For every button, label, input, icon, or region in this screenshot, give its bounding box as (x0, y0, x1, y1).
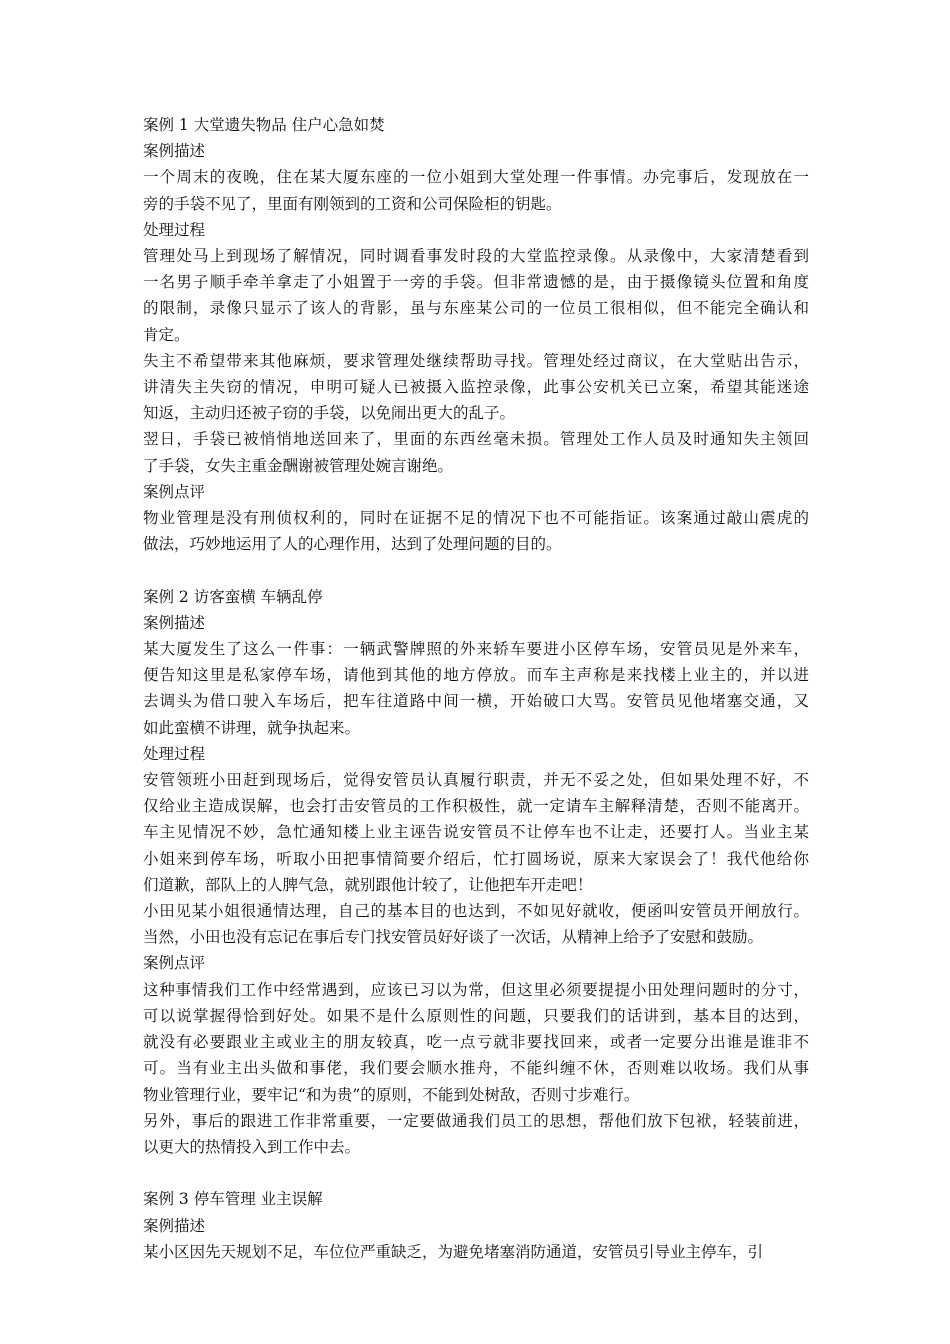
case-separator (143, 1160, 809, 1186)
paragraph-line: 便告知这里是私家停车场，请他到其他的地方停放。而车主声称是来找楼上业主的，并以进 (143, 666, 809, 685)
section-heading: 处理过程 (143, 220, 206, 239)
paragraph-line: 这种事情我们工作中经常遇到，应该已习以为常，但这里必须要提提小田处理问题时的分寸， (143, 980, 809, 999)
paragraph-line: 去调头为借口驶入车场后，把车往道路中间一横，开始破口大骂。安管员见他堵塞交通，又 (143, 692, 809, 711)
paragraph-line: 当然，小田也没有忘记在事后专门找安管员好好谈了一次话，从精神上给予了安慰和鼓励。 (143, 928, 764, 947)
paragraph-line: 仅给业主造成误解，也会打击安管员的工作积极性，就一定请车主解释清楚，否则不能离开。 (143, 797, 809, 816)
paragraph-line: 另外，事后的跟进工作非常重要，一定要做通我们员工的思想，帮他们放下包袱，轻装前进， (143, 1111, 809, 1130)
paragraph-line: 一名男子顺手牵羊拿走了小姐置于一旁的手袋。但非常遗憾的是，由于摄像镜头位置和角度 (143, 273, 809, 292)
paragraph-line: 一个周末的夜晚，住在某大厦东座的一位小姐到大堂处理一件事情。办完事后，发现放在一 (143, 168, 809, 187)
paragraph-line: 物业管理行业，要牢记“和为贵”的原则，不能到处树敌，否则寸步难行。 (143, 1085, 640, 1104)
paragraph-line: 可以说掌握得恰到好处。如果不是什么原则性的问题，只要我们的话讲到，基本目的达到， (143, 1006, 809, 1025)
paragraph-line: 讲清失主失窃的情况，申明可疑人已被摄入监控录像，此事公安机关已立案，希望其能迷途 (143, 378, 809, 397)
paragraph-line: 如此蛮横不讲理，就争执起来。 (143, 718, 361, 737)
paragraph-line: 管理处马上到现场了解情况，同时调看事发时段的大堂监控录像。从录像中，大家清楚看到 (143, 247, 809, 266)
paragraph-line: 某小区因先天规划不足，车位位严重缺乏，为避免堵塞消防通道，安管员引导业主停车，引 (143, 1242, 764, 1261)
case-title: 案例 3 停车管理 业主误解 (143, 1190, 323, 1209)
paragraph-line: 旁的手袋不见了，里面有刚领到的工资和公司保险柜的钥匙。 (143, 194, 562, 213)
paragraph-line: 就没有必要跟业主或业主的朋友较真，吃一点亏就非要找回来，或者一定要分出谁是谁非不 (143, 1033, 809, 1052)
case-separator (143, 557, 809, 583)
section-heading: 案例描述 (143, 1216, 206, 1235)
section-heading: 处理过程 (143, 744, 206, 763)
paragraph-line: 小田见某小姐很通情达理，自己的基本目的也达到，不如见好就收，便函叫安管员开闸放行。 (143, 902, 809, 921)
paragraph-line: 小姐来到停车场，听取小田把事情简要介绍后，忙打圆场说，原来大家误会了！我代他给你 (143, 849, 809, 868)
case-title: 案例 1 大堂遗失物品 住户心急如焚 (143, 116, 385, 134)
paragraph-line: 安管领班小田赶到现场后，觉得安管员认真履行职责，并无不妥之处，但如果处理不好，不 (143, 771, 809, 790)
paragraph-line: 知返，主动归还被子窃的手袋，以免闹出更大的乱子。 (143, 404, 516, 423)
document-page (143, 112, 809, 1265)
paragraph-line: 做法，巧妙地运用了人的心理作用，达到了处理问题的目的。 (143, 535, 562, 554)
paragraph-line: 车主见情况不妙，急忙通知楼上业主诬告说安管员不让停车也不让走，还要打人。当业主某 (143, 823, 809, 842)
paragraph-line: 翌日，手袋已被悄悄地送回来了，里面的东西丝毫未损。管理处工作人员及时通知失主领回 (143, 430, 809, 449)
section-heading: 案例点评 (143, 482, 206, 501)
paragraph-line: 以更大的热情投入到工作中去。 (143, 1137, 361, 1156)
paragraph-line: 的限制，录像只显示了该人的背影，虽与东座某公司的一位员工很相似，但不能完全确认和 (143, 299, 809, 318)
section-heading: 案例描述 (143, 142, 206, 161)
paragraph-line: 物业管理是没有刑侦权利的，同时在证据不足的情况下也不可能指证。该案通过敲山震虎的 (143, 509, 809, 528)
paragraph-line: 了手袋，女失主重金酬谢被管理处婉言谢绝。 (143, 456, 454, 475)
section-heading: 案例描述 (143, 613, 206, 632)
paragraph-line: 可。当有业主出头做和事佬，我们要会顺水推舟，不能纠缠不休，否则难以收场。我们从事 (143, 1059, 809, 1078)
case-title: 案例 2 访客蛮横 车辆乱停 (143, 587, 323, 606)
paragraph-line: 肯定。 (143, 325, 190, 344)
paragraph-line: 失主不希望带来其他麻烦，要求管理处继续帮助寻找。管理处经过商议，在大堂贴出告示， (143, 351, 809, 370)
paragraph-line: 们道歉，部队上的人脾气急，就别跟他计较了，让他把车开走吧！ (143, 875, 593, 894)
section-heading: 案例点评 (143, 954, 206, 973)
paragraph-line: 某大厦发生了这么一件事：一辆武警牌照的外来轿车要进小区停车场，安管员见是外来车， (143, 640, 809, 659)
